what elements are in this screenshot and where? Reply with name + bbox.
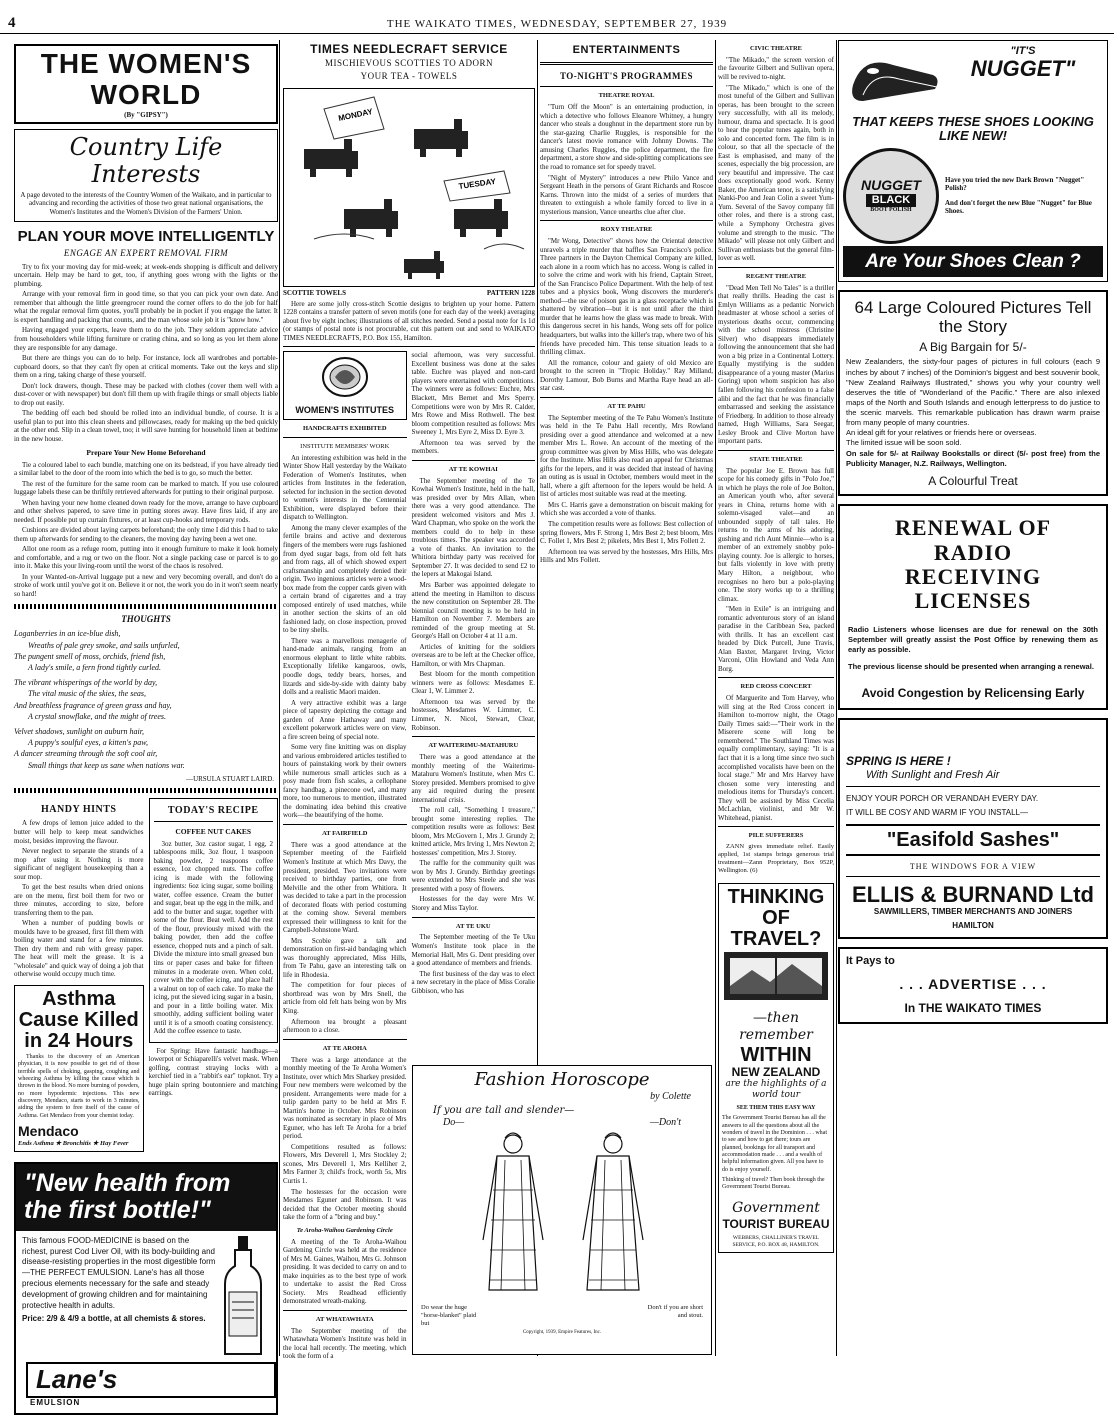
divider [718,677,834,678]
needlecraft-title: TIMES NEEDLECRAFT SERVICE [310,42,508,56]
paragraph: The September meeting of the Te Kowhai Women's Institute, held in the hall, was presided over by Mrs Allan, when there was a very good attendance. The president welcomed visitors and Mrs J. Ward Chapman, who spoke on the work the members could do to help in these troublous times. The speaker was accorded a vote of thanks. An invitation to the Whitiora birthday party was received for September 27. It was decided to send £2 to the lepers at Makogai Island. [411,476,535,579]
paragraph: Afternoon tea was served by the members. [411,438,535,456]
country-life-box [14,129,278,221]
plan-move-body [14,263,278,599]
page-number: 4 [8,15,16,31]
institutes-left [283,351,407,1363]
nugget-tin-brand: NUGGET [861,176,921,193]
mendaco-tagline: Ends Asthma ★ Bronchitis ★ Hay Fever [18,1139,129,1147]
nugget-banner: Are Your Shoes Clean ? [843,246,1103,277]
day-label: MONDAY [337,106,374,123]
nugget-tin-row [843,148,1103,244]
paragraph: The competition for four pieces of shortbread was won by Mrs Snell, the article from old felt hats being won by Mrs King. [283,981,407,1016]
asthma-advertisement [14,985,144,1152]
ellis-burnand-town: HAMILTON [952,920,994,930]
railways-pictures-advertisement [838,290,1108,497]
travel-body: The Government Tourist Bureau has all the answers to all the questions about all the wonders of travel in the Dominion . . . what to see and how to get there; tours are planned, bookings for all transport and accommodation made . . . and a wealth of helpful information given. All you have to do is enjoy yourself. [722,1115,827,1173]
travel-agents: WEBBERS, CHALLINER'S TRAVEL SERVICE, P.O. BOX 48, HAMILTON. [732,1235,820,1248]
radio-licenses-advertisement [838,504,1108,710]
paragraph: Try to fix your moving day for mid-week; at week-ends shopping is difficult and delivery uncertain. Help may be hard to get, too, if anything goes wrong with the lights or the plumbing. [14,262,278,288]
handcrafts-heading: HANDCRAFTS EXHIBITED [302,424,387,432]
asthma-body: Thanks to the discovery of an American physician, it is now possible to get rid of those terrible spells of choking, gasping, coughing and wheezing Asthma by killing the cause which is thrown in the blood. No more burning of powders, no more hypodermic injections. This new discovery, Mendaco, starts to work in 3 minutes, aiding the system to free itself of the cause of Asthma. Get Mendaco from your chemist today. [18,1054,140,1119]
divider [540,220,713,221]
paragraph: A meeting of the Te Aroha-Waihou Gardening Circle was held at the residence of Mrs M. Gaines, Waihou, Mrs G. Johnson presiding. It was decided to carry on and to make inquiries as to the best type of work to undertake to assist the Red Cross Society. Mrs Readhead efficiently demonstrated wreath-making. [283,1237,407,1306]
entertainments-title: ENTERTAINMENTS [572,44,681,56]
nugget-slogan: THAT KEEPS THESE SHOES LOOKING LIKE NEW! [852,114,1094,144]
column-theatres [718,40,834,1356]
paragraph: "Mr Wong, Detective" shows how the Oriental detective unravels a triple murder that baffles San Francisco's police. Three partners in the Dayton Chemical Company are killed, each alone in a room which has no access. Wong is called in to solve the crime and work with his friend, Captain Street, of the San Francisco Police Department. With the help of test tubes and a physics book, Wong discovers the murderer's method—the use of poison gas in a glass receptacle which is shattered by vibration—but it is not until after the third murder that he learns how the glass was made to break. With this dangerous secret in his hands, Wong sets off for police headquarters, but walks into the killer's trap, where two of his friends have preceded him. This tense situation leads to a thrilling climax. [540,237,713,357]
paragraph: Competitions resulted as follows: Flowers, Mrs Deverell 1, Mrs Stockley 2; scones, Mrs Deverell 1, Mrs Kelliher 2, Mrs Farmer 3; child's frock, worth 5s, Mrs Curtis 1. [283,1142,407,1185]
paragraph: social afternoon, was very successful. Excellent business was done at the sales table. Euchre was played and non-card players were entertained with competitions. The winners were as follows: Euchre, Mrs Blackett, Mrs Bernet and Mrs Sperry. Competitions were won by Mrs R. Calder, Mrs Rowe and Miss Rothwell. The best bloom competition resulted as follows: Mrs Sweeney 1, Mrs Eyre 2, Miss D. Eyre 3. [411,351,535,437]
paragraph: Mrs Scobie gave a talk and demonstration on first-aid bandaging which was thoroughly appreciated, Miss Hills, from Te Pahu, gave an interesting talk on life in Rhodesia. [283,936,407,979]
plan-move-title: PLAN YOUR MOVE INTELLIGENTLY [17,227,275,245]
divider [412,460,536,461]
needlecraft-subtitle-1: MISCHIEVOUS SCOTTIES TO ADORN [325,57,493,68]
paragraph: The roll call, "Something I treasure," brought some interesting replies. The competition results were as follows: Best bloom, Mrs McGovern 1, Mrs J. Grundy 2; knitted article, Mrs Irving 1, Mrs Newton 2; hostesses' competition, Mrs J. Storey. [411,806,535,857]
paragraph: Of Marguerite and Tom Harvey, who will sing at the Red Cross concert in Hamilton to-morrow night, the Otago Daily Times said:—"Their work in the Miserere scene will long be remembered." The Southland Times was equally complimentary, saying: "It is a fact that it is a long time since two such accomplished vocalists have been on the local stage." Mr and Mrs Harvey have chosen some very interesting and melodious items for Thursday's concert. They will be assisted by Miss Cecelia McLachlan, violinist, and Mr W. Whitehead, pianist. [718,694,834,822]
radio-title-3: RECEIVING LICENSES [904,563,1042,614]
poem-line: A dancer streaming through the soft cool air, [14,749,158,759]
masthead [0,14,1114,34]
fashion-title: Fashion Horoscope [474,1069,650,1090]
fashion-subtitle: If you are tall and slender— [433,1105,575,1117]
spring-subtitle: With Sunlight and Fresh Air [866,768,1000,781]
pictures-title: 64 Large Coloured Pictures Tell the Story [854,297,1092,337]
theatre-royal-heading: THEATRE ROYAL [598,92,655,100]
hints-recipe-row [14,798,278,1152]
paragraph: "Dead Men Tell No Tales" is a thriller that really thrills. Heading the cast is Emlyn Williams as a pedantic Norwich headmaster at whose school a series of mysterious deaths occur, commencing with the school mistress (Christine Silver) who disappears immediately following the announcement that she had won a big prize in a Continental Lottery. Equally mystifying is the sudden disappearance of a young master (Marius Goring) upon whom suspicion has also fallen following his confession to a false alibi and the fact that he was financially embarrassed and seeking the assistance of Friedberg. In addition to those already named, Hugh Williams, Sara Seegar, Lesley Brook and Clive Morton have important parts. [718,283,834,446]
womens-institutes-badge [283,351,407,420]
ellis-burnand-sub: SAWMILLERS, TIMBER MERCHANTS AND JOINERS [873,907,1073,917]
scottie-towels-illustration [283,88,535,288]
nugget-text [945,176,1103,216]
column-rule [715,40,716,1356]
paragraph: The bedding off each bed should be rolled into an individual bundle, of course. It is a useful plan to put into this clean sheets and pillowcases, ready for making up the bed quickly at the other end. Slip in a clean towel, too; it will save hunting for household linen at bedtime in the new house. [14,409,278,443]
recipe-title: TODAY'S RECIPE [167,805,259,817]
paragraph: Some very fine knitting was on display and various embroidered articles testified to hours of painstaking work by their owners while numerous small articles such as a posy made from fish scales, a cellophane fancy handbag, a pinecone owl, and many more, too numerous to mention, illustrated the dominating idea behind this creative work—the beautifying of the home. [283,743,407,820]
scottie-dog-icon [284,89,534,284]
sashes-enjoy: ENJOY YOUR PORCH OR VERANDAH EVERY DAY. [846,794,1039,804]
nugget-its: "IT'S [1010,45,1036,57]
divider [540,86,713,87]
bottle-illustration [216,1236,270,1356]
tonights-programmes: TO-NIGHT'S PROGRAMMES [559,71,694,82]
paragraph: Hostesses for the day were Mrs W. Storey and Miss Taylor. [411,895,535,912]
fashion-caption-left: Do wear the huge "horse-blanket" plaid but [421,1304,477,1327]
lanes-price: Price: 2/9 & 4/9 a bottle, at all chemists & stores. [22,1314,206,1324]
travel-new-zealand: NEW ZEALAND [731,1064,821,1079]
lanes-emulsion-label: EMULSION [30,1397,81,1407]
paragraph: When a number of pudding bowls or moulds have to be greased, first fill them with boiling water and stand for a few minutes. Then dry them and rub with greasy paper. The heat will melt the grease. It is a "wholesale" and quick way of doing a job that otherwise would occupy much time. [14,919,144,979]
paragraph: Arrange with your removal firm in good time, so that you can pick your own date. And remember that although the little greengrocer round the corner offers to do the job for half what the regular removal firm quotes, you'll probably be in pocket if you engage the latter. It is expert handling and packing that counts, and the man whose sole job it is "know how." [14,290,278,324]
poem-line: And breathless fragrance of green grass and hay, [14,700,172,710]
travel-title: THINKING OF TRAVEL? [727,885,825,950]
advertise-line-1: It Pays to [846,954,895,967]
paragraph: The hostesses for the occasion were Mesdames Eguner and Robinson. It was decided that the October meeting should take the form of a "bring and buy." [283,1187,407,1222]
poem-line: A lady's smile, a fern frond tightly curled. [28,663,162,673]
column-womens-world [14,40,278,1407]
divider [540,397,713,398]
paragraph: Cushions are divided about laying carpets beforehand; the only time I did this I had to take them up afterwards for sending to the cleaners, the moving day having been a wet one. [14,526,278,543]
pile-sufferers-text: ZANN gives immediate relief. Easily applied, 1st stamps brings generous trial treatment—Zann Proprietary, Box 952P, Wellington. (6) [718,843,834,874]
kowhai-heading: AT TE KOWHAI [448,465,498,473]
civic-theatre-heading: CIVIC THEATRE [750,45,802,52]
nugget-tin-colour: BLACK [866,194,917,207]
handy-hints-title: HANDY HINTS [41,804,117,816]
fashion-copyright: Copyright, 1939, Empire Features, Inc. [522,1329,602,1335]
caption-right: PATTERN 1228 [486,289,535,298]
pictures-body-3: The limited issue will be soon sold. [846,438,962,448]
paragraph: To get the best results when dried onions are on the menu, first boil them for two or three minutes, according to size, before transferring them to the pan. [14,883,144,917]
pile-sufferers-heading: PILE SUFFERERS [748,832,804,840]
divider [154,821,274,822]
paragraph: The September meeting of the Whatawhata Women's Institute was held in the local hall recently. The meeting, which took the form of a [283,1326,407,1361]
paragraph: "The Mikado," the screen version of the favourite Gilbert and Sullivan opera, will be revived to-night. [718,55,834,81]
aroha-heading: AT TE AROHA [322,1044,367,1052]
divider [718,826,834,827]
paragraph: The September meeting of the Te Pahu Women's Institute was held in the Te Pahu Hall recently, Mrs Rowland presiding over a good attendance and welcomed at a new member Mrs L. Rowe. An account of the meeting of the group committee was given by Miss Hills, who was delegate for the Institute. Miss Hills also read an appeal for Christmas gifts for the lepers, and it was decided that instead of having an outing as is usual in October, members would meet in the hall, where a gift afternoon for the lepers would be held. A list of articles most suitable was read at the meeting. [540,413,713,499]
pictures-body: New Zealanders, the sixty-four pages of pictures in full colours (each 9 inches by about 7 inches) of the Dominion's biggest and best souvenir book, "New Zealand Railways Illustrated," shows you why your country well deserves the title of "Wonderland of the Pacific." There are also inlexed maps of the North and South Islands and enough letterpress to do justice to the scenic marvels. This remarkable publication has drawn warm praise from many people of many countries. [846,357,1100,428]
paragraph: There was a good attendance at the monthly meeting of the Waiterimu-Matahuru Women's Institute, when Mrs C. Storey presided. Members promised to give any aid required during the present international crisis. [411,752,535,804]
travel-body-2: Thinking of travel? Then book through the Government Tourist Bureau. [722,1176,825,1191]
divider [283,437,407,438]
womens-institutes-title: WOMEN'S INSTITUTES [295,404,395,415]
paragraph: There was a good attendance at the September meeting of the Fairfield Women's Institute at which Mrs Davy, the president, presided. Two invitations were received to birthday parties, one from Melville and the other from Whitiora. It was decided to take a part in the procession of decorated floats with period costuming at the coming show. Several members expressed their willingness to knit for the Campbell-Johnstone Ward. [283,840,407,935]
paragraph: Never neglect to separate the strands of a mop after using it. Nothing is more significant of negligent housekeeping than a sour mop. [14,847,144,881]
poem-title: THOUGHTS [121,613,171,624]
radio-footer: Avoid Congestion by Relicensing Early [861,685,1085,700]
poem-line: The vibrant whisperings of the world by day, [14,678,158,688]
members-work-heading: INSTITUTE MEMBERS' WORK [300,442,390,450]
lanes-body [16,1231,276,1356]
pictures-colourful: A Colourful Treat [928,473,1018,488]
needlecraft-caption [283,289,535,298]
spring-title: SPRING IS HERE ! [846,754,951,769]
window-scene-icon [722,950,830,1002]
dont-label: —Don't [649,1117,681,1129]
paragraph: "Night of Mystery" introduces a new Philo Vance and Sergeant Heath in the persons of Grant Richards and Roscoe Karns. Thrown into the midst of a series of murders that threaten to extinguish a whole family forced to live in a mysterious mansion, Vance unearths clue after clue. [540,173,713,216]
poem-line: Wreaths of pale grey smoke, and sails unfurled, [28,640,180,650]
red-cross-heading: RED CROSS CONCERT [740,683,812,691]
needlecraft-body: Here are some jolly cross-stitch Scottie designs to brighten up your home. Pattern 1228 contains a transfer pattern of seven motifs (one for each day of the week) averaging about five by eight inches; illustrations of all stitches needed. Send a postal note for 1s 1d (or stamps of postal note is not procurable, cut this pattern out and send to WAIKATO TIMES NEEDLECRAFTS, P.O. Box 155, Hamilton. [283,299,535,342]
paragraph: "The Mikado," which is one of the most tuneful of the Gilbert and Sullivan operas, has been brought to the screen very successfully, with all its melody, humour, drama and spectacle. It is good to hear the popular tunes again, both in solo and concerted form. The film is in colour, so that all the spectacle of the East is emphasised, and many of the scenes, especially the big procession, are very beautiful and impressive. The cast does exceptionally good work. Kenny Baker, the American tenor, is a satisfying Nanki-Poo and Jean Colin a sweet Yum-Yum. Several of the Savoy company fill other roles, and there is a strong cast, while a Symphony Orchestra gives volume and strength to the music. "The Mikado" will please not only Gilbert and Sullivan enthusiasts but the general film-lover as well. [718,83,834,263]
divider [283,1039,407,1040]
advertise-in-times-advertisement [838,947,1108,1024]
paragraph: The September meeting of the Te Uku Women's Institute took place in the Memorial Hall, Mrs G. Dent presiding over a good attendance of members and friends. [411,933,535,968]
do-dont-labels [413,1117,711,1129]
poem-line: Velvet shadows, sunlight on auburn hair, [14,726,145,736]
column-advertisements [838,40,1108,1356]
paragraph: Don't lock drawers, though. These may be packed with clothes (cover them well with a dust-cover or with newspaper) but don't fill them up with fragile things or small objects liable to drop out easily. [14,381,278,407]
fashion-caption-right: Don't if you are short and stout. [647,1304,703,1319]
lanes-emulsion-advertisement [14,1162,278,1415]
easifold-sashes-advertisement [838,718,1108,938]
sashes-install: IT WILL BE COSY AND WARM IF YOU INSTALL— [846,807,1028,817]
waiterimu-heading: AT WAITERIMU-MATAHURU [428,742,519,750]
masthead-title: THE WAIKATO TIMES, WEDNESDAY, SEPTEMBER 27, 1939 [386,18,728,30]
spring-fashion-note: For Spring: Have fantastic handbags—a lowerpot or Schiaparelli's velvet mask. When golfing, contrast straying locks with a kerchief tied in a "rabbit's ear" topknot. Try a huge plain spring boutonniere and matching earrings. [148,1046,278,1098]
travel-within: WITHIN [740,1043,812,1066]
paragraph: Having engaged your experts, leave them to do the job. They seldom appreciate advice from householders while lifting furniture or crating china, and so long as you let them alone they are responsible for any damage. [14,326,278,352]
lanes-description: This famous FOOD-MEDICINE is based on the richest, purest Cod Liver Oil, with its body-building and disease-resisting properties in the most digestible form—THE PERFECT EMULSION. Lane's has all those precious elements necessary for the safe and steady development of growing children and for maintaining protective health in adults. [22,1235,216,1310]
paragraph: "Turn Off the Moon" is an entertaining production, in which a detective who follows Eleanore Whitney, a hungry dancer who steals a doughnut in the department store run by the star-gazing Charlie Ruggles, is responsible for the dancer's latest movie romance with Johnny Downs. The amusing Charles Ruggles, the police department, the fire department, a store show and side-splitting complications see the road to romance set for speedy travel. [540,103,713,172]
divider [718,450,834,451]
poem-line: The vital music of the skies, the seas, [28,689,146,699]
tourist-bureau-advertisement [718,883,834,1253]
nugget-brand: NUGGET" [970,56,1076,82]
travel-see-them: SEE THEM THIS EASY WAY [736,1105,816,1112]
prepare-heading: Prepare Your New Home Beforehand [86,448,206,458]
divider [412,736,536,737]
divider [283,824,407,825]
divider [718,267,834,268]
column-rule [279,40,280,1356]
paragraph: Mrs C. Harris gave a demonstration on biscuit making for which she was accorded a vote of thanks. [540,500,713,518]
divider [846,786,1100,787]
recipe-column [149,798,279,1152]
recipe-method: 3oz butter, 3oz castor sugar, 1 egg, 2 tablespoons milk, 3oz flour, 1 teaspoon baking powder, 2 teaspoons coffee essence, 1oz chopped nuts. The coffee icing is made with the following ingredients: 6oz icing sugar, some boiling water, coffee essence. Cream the butter and sugar, beat up the egg in the milk, and add to the butter and sugar, together with some of the flour. Beat well. Add the rest of the flour, previously mixed with the baking powder, then add the coffee essence, chopped nuts and a pinch of salt. Divide the mixture into small greased bun tins or paper cases and bake for fifteen minutes in a moderate oven. When cold, cover with the coffee icing, and place half a walnut on top of each cake. To make the icing, put the sieved icing sugar in a basin, and pour in a little boiling water. Mix smoothly, adding sufficient boiling water until it is of a smooth coating consistency. Add the coffee essence to taste. [153,839,273,1036]
fashion-horoscope [412,1065,712,1355]
paragraph: The competition results were as follows: Best collection of spring flowers, Mrs F. Strong 1, Mrs Best 2; best bloom, Mrs C. Follet 1, Mrs Best 2; pikelets, Mrs Best 1, Mrs Follett 2. [540,519,713,546]
radio-body-2: The previous license should be presented when arranging a renewal. [848,661,1094,671]
ornamental-rule [14,604,278,609]
travel-bureau: TOURIST BUREAU [722,1216,830,1231]
paragraph: The first business of the day was to elect a new secretary in the place of Miss Coralie Gibbison, who has [411,969,535,995]
day-label: TUESDAY [458,176,497,191]
radio-title-2: RADIO [933,539,1013,565]
pictures-body-2: An ideal gift for your relatives or friends here or overseas. [846,428,1037,438]
paragraph: Mrs Barber was appointed delegate to attend the meeting in Hamilton to discuss the new constitution on September 28. The biennial council meeting is to be held in Hamilton on November 7. Members are reminded of the group meeting at St. George's Hall on October 4 at 11 a.m. [411,581,535,641]
ornamental-rule [14,788,278,793]
poem-line: A puppy's soulful eyes, a kitten's paw, [28,738,148,748]
pictures-body-4: On sale for 5/- at Railway Bookstalls or direct (5/- post free) from the Publicity Manager, N.Z. Railways, Wellington. [846,448,1100,468]
divider [540,62,713,65]
coat-figures-icon [413,1130,711,1300]
paragraph: Tie a coloured label to each bundle, matching one on its bedstead, if you have already tied a similar label to the door of the room into which the bed is to go, so much the better. [14,460,278,478]
paragraph: There was a large attendance at the monthly meeting of the Te Aroha Women's Institute, over which Mrs Sharkey presided. Four new members were welcomed by the president. Arrangements were made for a tulip garden party to be held at Mrs F. Martin's home in October. Mrs Robinson was nominated as secretary in place of Mrs Eguner, who has left Te Aroha for a brief period. [283,1055,407,1141]
mendaco-brand: Mendaco [18,1122,79,1139]
paragraph: But there are things you can do to help. For instance, lock all wardrobes and portable-cupboard doors, so that they can't fly open at critical moments. Take out the keys and slip them on a ring, taking charge of these yourself. [14,354,278,380]
nugget-forget: And don't forget the new Blue "Nugget" for Blue Shoes. [945,198,1092,216]
institute-emblem-icon [320,355,370,399]
paragraph: The raffle for the community quilt was won by Mrs J. Grundy. Birthday greetings were extended to Mrs Steele and she was presented with a posy of flowers. [411,859,535,893]
column-rule [836,40,837,1356]
travel-government: Government [732,1199,820,1216]
hints-column [14,798,144,1152]
travel-highlights: are the highlights of a world tour [725,1079,827,1101]
paragraph: Afternoon tea was served by the hostesses, Mesdames W. Limmer, C. Limmer, N. Nicol, Stewart, Clear, Robinson. [411,697,535,732]
caption-left: SCOTTIE TOWELS [283,289,346,298]
nugget-tried: Have you tried the new Dark Brown "Nugget" Polish? [945,175,1085,193]
paragraph: "Men in Exile" is an intriguing and romantic adventurous story of an island paradise in the Caribbean Sea, packed with thrills. It has an excellent cast headed by Dick Purcell, June Travis, Alan Baxter, Margaret Irving, Victor Varconi, Olin Howland and Veda Ann Borg. [718,605,834,673]
lanes-logo: Lane's [26,1362,276,1398]
paragraph: In your Wanted-on-Arrival luggage put a new and very becoming overall, and don't do a stroke of work until you've got it on. Believe it or not, the work you do in it won't seem nearly so hard! [14,572,278,598]
paragraph: The popular Joe E. Brown has full scope for his comedy gifts in "Polo Joe," in which he plays the role of Joe Bolton, an American youth who, after several years in China, returns home with a solemn-visaged valet—and an unbounded supply of tall tales. He returns to the arms of his adoring, gushing and rich Aunt Minnie—who is a member of an extremely snobby polo-playing county. Joe is allergic to horses, but falls violently in love with pretty Mary Hilton, a neighbour, who recognises no hero but a polo-playing one. The story works up to a thrilling climax. [718,466,834,603]
poem-line: A crystal snowflake, and the might of trees. [28,711,166,721]
poem [14,628,278,770]
bottle-icon [223,1236,263,1356]
roxy-heading: ROXY THEATRE [600,226,653,234]
poem-line: Small things that keep us sane when nations war. [28,760,185,770]
divider [283,346,535,347]
travel-then-remember: —then remember [739,1010,813,1044]
fashion-byline: by Colette [650,1090,691,1102]
poem-author: —URSULA STUART LAIRD. [186,774,274,783]
poem-line: The pungent smell of moss, orchids, friend fish, [14,651,166,661]
nugget-tin [843,148,939,244]
gardening-heading: Te Aroha-Waihou Gardening Circle [296,1226,393,1234]
divider [283,1310,407,1311]
paragraph: All the romance, colour and gaiety of old Mexico are brought to the screen in "Tropic Holiday." Ray Milland, Dorothy Lamour, Bob Burns and Martha Raye head an all-star cast. [540,358,713,393]
paragraph: An interesting exhibition was held in the Winter Show Hall yesterday by the Waikato Federation of Women's Institutes, when articles from Institutes in the federation, selected for inclusion in the section devoted to women's interests in the Centennial Exhibition, were displayed before their dispatch to Wellington. [283,453,407,522]
paragraph: Afternoon tea brought a pleasant afternoon to a close. [283,1017,407,1035]
fashion-captions [413,1302,711,1330]
paragraph: Articles of knitting for the soldiers overseas are to be left at the Checker office, Hamilton, or with Mrs Chapman. [411,642,535,668]
divider [846,876,1100,877]
paragraph: Best bloom for the month competition winners were as follows: Mesdames E. Clear 1, W. Limmer 2. [411,670,535,696]
advertise-line-3: In THE WAIKATO TIMES [904,1001,1042,1016]
country-life-title: Country Life Interests [69,133,223,188]
womens-world-header [14,44,278,124]
paragraph: When having your new home cleaned down ready for the move, arrange to have cupboard and other shelves papered, to save time in putting stores away. Have fires laid, if any are needed. If possible put up curtain fixtures, or at least cup-hooks and temporary rods. [14,498,278,524]
do-label: Do— [443,1117,465,1129]
paragraph: A few drops of lemon juice added to the butter will help to keep meat sandwiches moist, besides improving the flavour. [14,819,144,845]
state-theatre-heading: STATE THEATRE [749,455,803,463]
radio-title-1: RENEWAL OF [894,515,1052,541]
recipe-box [149,798,279,1043]
paragraph: Among the many clever examples of the fertile brains and active and dexterous fingers of the members were rugs fashioned from dyed sugar bags, from old felt hats and from rags, all of which showed expert craftsmanship and completely denied their origin. Two ingenious articles were a wood-box made from the copper cards given with a certain brand of cigarettes and a tray composed entirely of used matches, while in another section the skirts of an old fashioned lady, on close inspection, proved to be tiny shells. [283,523,407,635]
asthma-title: Asthma Cause Killed in 24 Hours [18,988,139,1052]
whatawhata-heading: AT WHATAWHATA [315,1315,374,1323]
womens-world-title: THE WOMEN'S WORLD [40,48,252,110]
paragraph: The rest of the furniture for the same room can be marked to match. If you use coloured luggage labels these can be thriftily retrieved afterwards for putting to their original purpose. [14,479,278,497]
te-uku-heading: AT TE UKU [455,922,491,930]
sashes-windows: THE WINDOWS FOR A VIEW [909,862,1037,872]
country-life-intro: A page devoted to the interests of the Country Women of the Waikato, and in particular to advancing and recording the activities of those two great national organisations, the Women's Institutes and the Women's Division of the Farmers' Union. [20,190,272,216]
paragraph: There was a marvellous menagerie of hand-made animals, ranging from an enormous elephant to little white rabbits. Exceptionally lifelike kangaroos, owls, poodle dogs, teddy bears, horses, and lizards and side-by-side with dainty baby dolls and a realistic Maori maiden. [283,636,407,697]
regent-theatre-heading: REGENT THEATRE [745,272,807,280]
divider [412,917,536,918]
ellis-burnand: ELLIS & BURNAND Ltd [852,881,1094,907]
paragraph: A very attractive exhibit was a large piece of tapestry depicting the cottage and garden of Anne Hathaway and many excellent pokerwork articles were on view, a fire screen being of special note. [283,698,407,741]
womens-world-byline: (By "GIPSY") [124,110,168,119]
radio-body: Radio Listeners whose licenses are due for renewal on the 30th September will greatly assist the Post Office by renewing them as early as possible. [848,625,1098,655]
paragraph: Afternoon tea was served by the hostesses, Mrs Hills, Mrs Hills and Mrs Follett. [540,547,713,565]
recipe-name: COFFEE NUT CAKES [175,827,252,837]
fairfield-heading: AT FAIRFIELD [322,830,368,837]
advertise-line-2: . . . ADVERTISE . . . [899,976,1047,992]
plan-move-subtitle: ENGAGE AN EXPERT REMOVAL FIRM [63,247,229,258]
nugget-polish-advertisement [838,40,1108,282]
lanes-text [22,1236,216,1356]
needlecraft-subtitle-2: YOUR TEA - TOWELS [360,71,458,82]
fashion-horoscope-wrapper [412,1065,712,1355]
pictures-subtitle: A Big Bargain for 5/- [919,339,1027,354]
shoes-icon [843,45,943,115]
te-pahu-heading: AT TE PAHU [607,402,646,410]
nugget-tin-sub: BOOT POLISH [870,207,912,214]
lanes-banner: "New health from the first bottle!" [16,1164,276,1231]
sashes-name: "Easifold Sashes" [846,824,1100,856]
paragraph: Allot one room as a refuge room, putting into it enough furniture to make it look homely and comfortable, and a rug or two on the floor. Not a single packing case or parcel is to go into it. Make this your living-room until the worst of the chaos is resolved. [14,545,278,571]
poem-line: Loganberries in an ice-blue dish, [14,629,121,639]
